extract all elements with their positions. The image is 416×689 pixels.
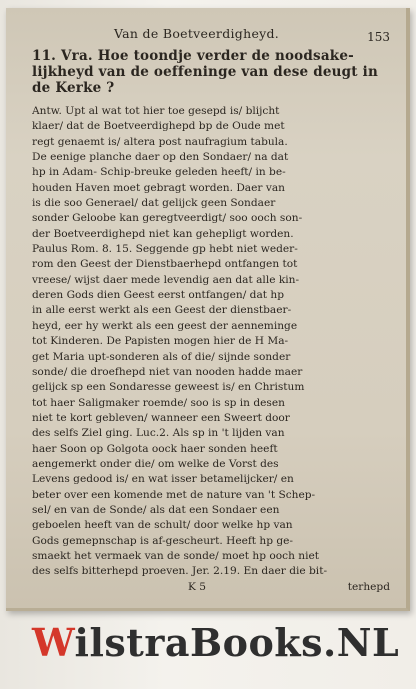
body-line: des selfs Ziel ging. Luc.2. Als sp in 't lijden van [32, 427, 285, 440]
body-line: Levens gedood is/ en wat isser betamelijcker/ en [32, 473, 294, 486]
page-footer-line [32, 580, 394, 596]
body-line: regt genaemt is/ altera post naufragium tabula. [32, 135, 288, 148]
body-line: sonder Geloobe kan geregtveerdigt/ soo ooch son- [32, 212, 303, 225]
body-line: tot haer Saligmaker roemde/ soo is sp in desen [32, 396, 285, 409]
body-line: rom den Geest der Dienstbaerhepd ontfangen tot [32, 258, 298, 271]
body-line: der Boetveerdighepd niet kan gehepligt worden. [32, 227, 294, 240]
body-line: houden Haven moet gebragt worden. Daer van [32, 181, 285, 194]
body-line: deren Gods dien Geest eerst ontfangen/ dat hp [32, 289, 285, 302]
body-line: tot Kinderen. De Papisten mogen hier de H Ma- [32, 335, 289, 348]
catchword: terhepd [347, 580, 390, 593]
body-line: get Maria upt-sonderen als of die/ sijnde sonder [32, 350, 291, 363]
body-line: klaer/ dat de Boetveerdighepd bp de Oude met [32, 120, 285, 133]
body-line: beter over een komende met de nature van 't Schep- [32, 488, 316, 501]
site-watermark [32, 620, 399, 665]
body-line: sonde/ die droefhepd niet van nooden hadde maer [32, 365, 303, 378]
body-line: in alle eerst werkt als een Geest der dienstbaer- [32, 304, 292, 317]
body-line: niet te kort gebleven/ wanneer een Sweert door [32, 411, 290, 424]
running-head-title: Van de Boetveerdigheyd. [114, 26, 280, 41]
body-line: hp in Adam- Schip-breuke geleden heeft/ in be- [32, 166, 286, 179]
body-line: des selfs bitterhepd proeven. Jer. 2.19. En daer die bit- [32, 565, 328, 578]
body-line: haer Soon op Golgota oock haer sonden heeft [32, 442, 278, 455]
running-head [32, 22, 394, 48]
body-line: geboelen heeft van de schult/ door welke hp van [32, 519, 293, 532]
body-line: gelijck sp een Sondaresse geweest is/ en Christum [32, 381, 305, 394]
signature-mark: K 5 [188, 580, 207, 593]
body-line: aengemerkt onder die/ om welke de Vorst des [32, 457, 279, 470]
body-line: Paulus Rom. 8. 15. Seggende gp hebt niet weder- [32, 243, 298, 256]
question-heading: 11. Vra. Hoe toondje verder de noodsake-lijkheyd van de oeffeninge van dese deugt in de Kerke ? [32, 48, 378, 96]
body-line: is die soo Generael/ dat gelijck geen Sondaer [32, 197, 276, 210]
body-line: Gods gemepnschap is af-gescheurt. Heeft hp ge- [32, 534, 294, 547]
watermark-rest: ilstraBooks.NL [74, 620, 400, 665]
body-line: smaekt het vermaek van de sonde/ moet hp ooch niet [32, 549, 320, 562]
book-page [6, 8, 410, 611]
body-line: sel/ en van de Sonde/ als dat een Sondaer een [32, 503, 280, 516]
body-line: Antw. Upt al wat tot hier toe gesepd is/ blijcht [32, 105, 280, 117]
watermark-first-letter: W [32, 620, 75, 665]
body-line: vreese/ wijst daer mede levendig aen dat alle kin- [32, 273, 300, 286]
body-line: De eenige planche daer op den Sondaer/ na dat [32, 151, 289, 164]
page-number: 153 [367, 30, 390, 44]
body-line: heyd, eer hy werkt als een geest der aenneminge [32, 319, 298, 332]
body-text [32, 104, 394, 580]
page-content [32, 22, 394, 596]
